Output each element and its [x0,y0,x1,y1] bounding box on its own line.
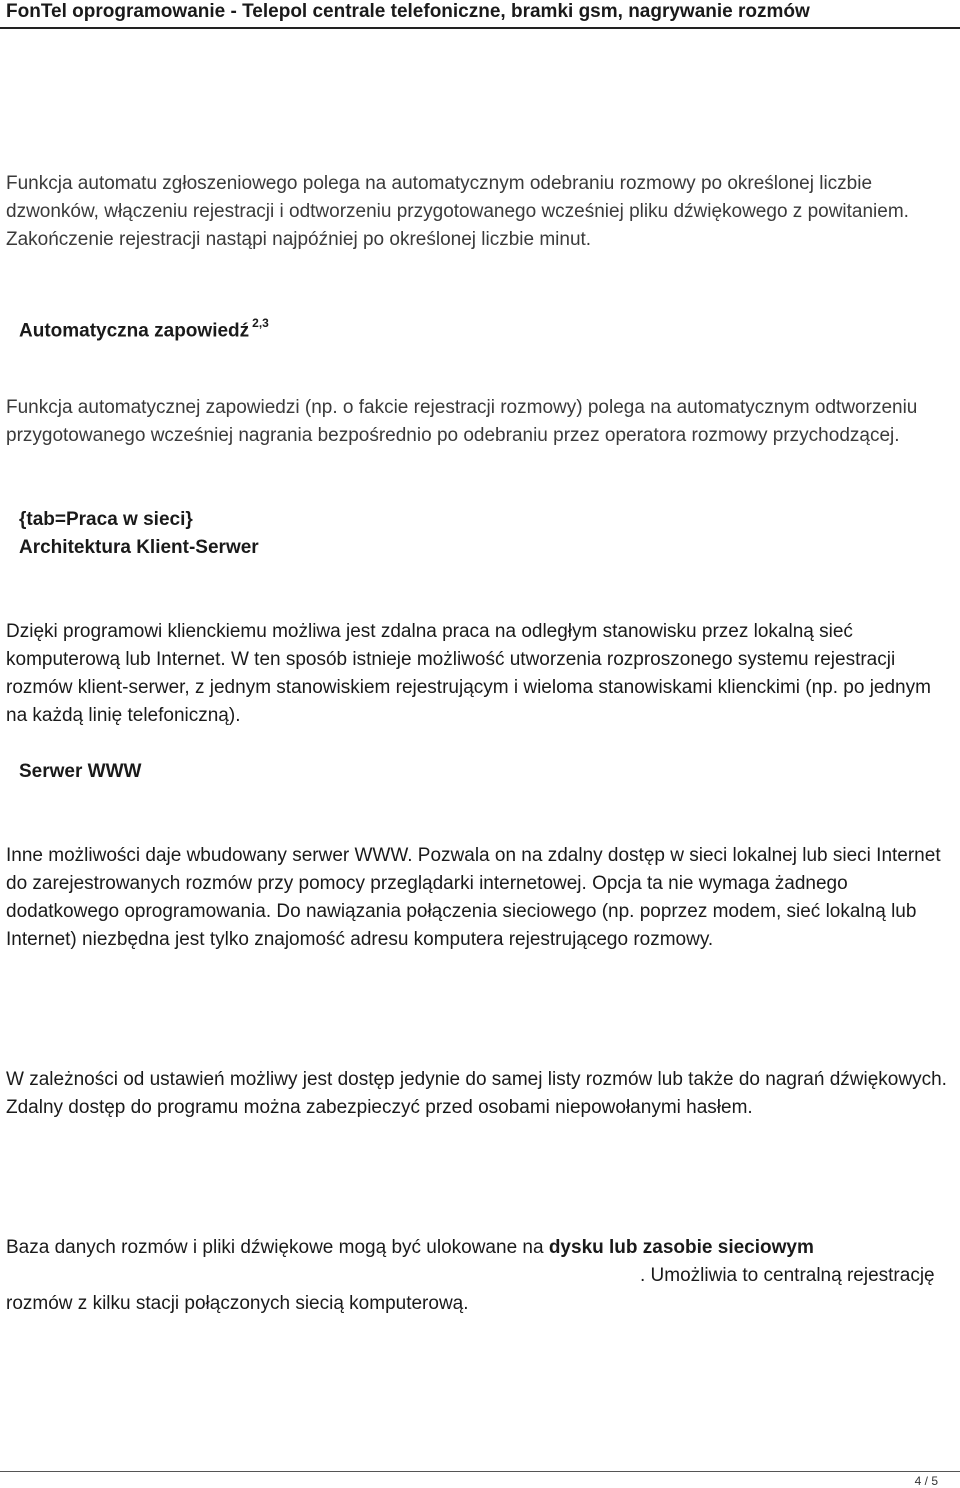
client-server-heading: Architektura Klient-Serwer [19,537,259,558]
page-number: 4 / 5 [914,1474,938,1488]
access-paragraph: W zależności od ustawień możliwy jest dostęp jedynie do samej listy rozmów lub także do nagrań dźwiękowych. Zdalny dostęp do programu można zabezpieczyć przed osobami niepowołanymi hasłem. [6,1069,947,1118]
footnote-reference: 2,3 [252,316,269,330]
database-text-bold: dysku lub zasobie sieciowym [548,1237,814,1258]
www-server-paragraph: Inne możliwości daje wbudowany serwer WWW. Pozwala on na zdalny dostęp w sieci lokalnej lub sieci Internet do zarejestrowanych rozmów przy pomocy przeglądarki internetowej. Opcja ta nie wymaga żadnego dodatkowego oprogramowania. Do nawiązania połączenia sieciowego (np. poprzez modem, sieć lokalną lub Internet) niezbędna jest tylko znajomość adresu komputera rejestrującego rozmowy. [6,845,941,950]
database-paragraph [6,1234,956,1318]
www-server-heading: Serwer WWW [19,761,142,782]
footer-divider [0,1471,960,1472]
tab-marker: {tab=Praca w sieci} [19,509,193,530]
database-text-end: . Umożliwia to centralną rejestrację rozmów z kilku stacji połączonych siecią komputerową. [6,1265,935,1314]
client-server-paragraph: Dzięki programowi klienckiemu możliwa jest zdalna praca na odległym stanowisku przez lokalną sieć komputerową lub Internet. W ten sposób istnieje możliwość utworzenia rozproszonego systemu rejestracji rozmów klient-serwer, z jednym stanowiskiem rejestrującym i wieloma stanowiskami klienckimi (np. po jednym na każdą linię telefoniczną). [6,621,931,726]
database-text-start: Baza danych rozmów i pliki dźwiękowe mogą być ulokowane na [6,1237,549,1258]
auto-announce-paragraph: Funkcja automatycznej zapowiedzi (np. o fakcie rejestracji rozmowy) polega na automatycznym odtworzeniu przygotowanego wcześniej nagrania bezpośrednio po odebraniu przez operatora rozmowy przychodzącej. [6,397,918,446]
header-divider [0,27,960,29]
auto-announce-heading-text: Automatyczna zapowiedź [19,320,250,342]
document-header-title: FonTel oprogramowanie - Telepol centrale telefoniczne, bramki gsm, nagrywanie rozmów [6,1,810,22]
auto-announce-heading [19,313,269,343]
auto-answer-paragraph: Funkcja automatu zgłoszeniowego polega na automatycznym odebraniu rozmowy po określonej liczbie dzwonków, włączeniu rejestracji i odtworzeniu przygotowanego wcześniej pliku dźwiękowego z powitaniem. Zakończenie rejestracji nastąpi najpóźniej po określonej liczbie minut. [6,173,909,250]
